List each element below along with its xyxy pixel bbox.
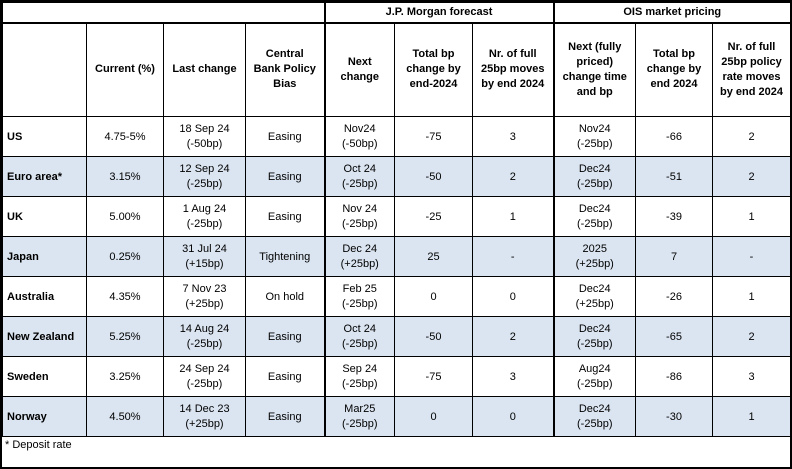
- cell-last-change: [164, 277, 246, 317]
- cell-country: New Zealand: [3, 317, 87, 357]
- jpm-next-date: Sep 24: [342, 362, 378, 375]
- jpm-next-date: Dec 24: [342, 242, 378, 255]
- cell-policy-bias: On hold: [246, 277, 325, 317]
- cell-ois-moves: 1: [713, 277, 791, 317]
- ois-next-date: Dec24: [578, 162, 611, 175]
- cell-jpm-moves: 2: [473, 317, 554, 357]
- footnote-deposit-rate: * Deposit rate: [5, 439, 72, 451]
- cell-policy-bias: Easing: [246, 117, 325, 157]
- cell-ois-total-bp: -65: [636, 317, 713, 357]
- table-row-uk: [3, 197, 791, 237]
- header-ois-total-bp: Total bp change by end 2024: [636, 23, 713, 117]
- cell-jpm-total-bp: 0: [395, 397, 473, 437]
- cell-jpm-total-bp: -25: [395, 197, 473, 237]
- cell-current: 4.75-5%: [87, 117, 164, 157]
- cell-ois-next-change: [554, 277, 636, 317]
- last-change-bp: (+15bp): [185, 257, 224, 270]
- group-header-row: [3, 3, 791, 23]
- cell-country: Sweden: [3, 357, 87, 397]
- ois-next-date: Nov24: [578, 122, 611, 135]
- cell-ois-moves: 2: [713, 317, 791, 357]
- last-change-date: 18 Sep 24: [179, 122, 230, 135]
- cell-jpm-moves: 0: [473, 277, 554, 317]
- table-row-sweden: [3, 357, 791, 397]
- cell-country: UK: [3, 197, 87, 237]
- header-jpm-moves: Nr. of full 25bp moves by end 2024: [473, 23, 554, 117]
- table-row-japan: [3, 237, 791, 277]
- cell-policy-bias: Easing: [246, 317, 325, 357]
- jpm-next-bp: (-25bp): [342, 297, 378, 310]
- cell-last-change: [164, 397, 246, 437]
- cell-jpm-moves: 0: [473, 397, 554, 437]
- cell-country: Australia: [3, 277, 87, 317]
- cell-last-change: [164, 197, 246, 237]
- group-header-ois: OIS market pricing: [554, 3, 791, 23]
- cell-ois-moves: 2: [713, 157, 791, 197]
- cell-country: Norway: [3, 397, 87, 437]
- cell-current: 5.25%: [87, 317, 164, 357]
- jpm-next-date: Nov 24: [342, 202, 378, 215]
- cell-ois-moves: 1: [713, 197, 791, 237]
- jpm-next-bp: (+25bp): [340, 257, 379, 270]
- cell-ois-total-bp: -66: [636, 117, 713, 157]
- header-ois-moves: Nr. of full 25bp policy rate moves by end 2024: [713, 23, 791, 117]
- ois-next-bp: (-25bp): [577, 377, 613, 390]
- cell-ois-moves: 3: [713, 357, 791, 397]
- last-change-bp: (-50bp): [186, 137, 223, 150]
- cell-country: Euro area*: [3, 157, 87, 197]
- ois-next-date: Aug24: [578, 362, 611, 375]
- last-change-bp: (+25bp): [185, 417, 224, 430]
- header-jpm-total-bp: Total bp change by end-2024: [395, 23, 473, 117]
- cell-jpm-moves: 2: [473, 157, 554, 197]
- cell-ois-total-bp: -51: [636, 157, 713, 197]
- cell-jpm-next-change: [325, 397, 395, 437]
- ois-next-date: Dec24: [578, 282, 611, 295]
- header-jpm-next-change: Next change: [325, 23, 395, 117]
- cell-last-change: [164, 157, 246, 197]
- ois-next-bp: (-25bp): [577, 417, 613, 430]
- ois-next-date: 2025: [582, 242, 607, 255]
- last-change-date: 14 Aug 24: [179, 322, 230, 335]
- ois-next-bp: (-25bp): [577, 177, 613, 190]
- last-change-bp: (-25bp): [186, 217, 223, 230]
- cell-current: 4.35%: [87, 277, 164, 317]
- cell-jpm-next-change: [325, 237, 395, 277]
- header-ois-next-change: Next (fully priced) change time and bp: [554, 23, 636, 117]
- cell-jpm-next-change: [325, 317, 395, 357]
- last-change-date: 1 Aug 24: [182, 202, 227, 215]
- cell-ois-total-bp: 7: [636, 237, 713, 277]
- jpm-next-bp: (-25bp): [342, 417, 378, 430]
- table-row-new-zealand: [3, 317, 791, 357]
- jpm-next-date: Oct 24: [343, 322, 376, 335]
- jpm-next-bp: (-25bp): [342, 377, 378, 390]
- cell-ois-next-change: [554, 237, 636, 277]
- table-row-us: [3, 117, 791, 157]
- cell-jpm-next-change: [325, 117, 395, 157]
- cell-jpm-next-change: [325, 197, 395, 237]
- cell-current: 0.25%: [87, 237, 164, 277]
- cell-jpm-moves: -: [473, 237, 554, 277]
- header-current: Current (%): [87, 23, 164, 117]
- cell-jpm-moves: 1: [473, 197, 554, 237]
- top-left-empty-cell: [3, 3, 325, 23]
- cell-ois-total-bp: -30: [636, 397, 713, 437]
- jpm-next-date: Oct 24: [343, 162, 376, 175]
- header-last-change: Last change: [164, 23, 246, 117]
- cell-jpm-next-change: [325, 357, 395, 397]
- cell-country: US: [3, 117, 87, 157]
- jpm-next-date: Feb 25: [342, 282, 377, 295]
- cell-current: 3.15%: [87, 157, 164, 197]
- cell-policy-bias: Easing: [246, 357, 325, 397]
- cell-current: 3.25%: [87, 357, 164, 397]
- ois-next-date: Dec24: [578, 402, 611, 415]
- table-row-australia: [3, 277, 791, 317]
- cell-ois-next-change: [554, 397, 636, 437]
- cell-policy-bias: Easing: [246, 397, 325, 437]
- ois-next-bp: (-25bp): [577, 217, 613, 230]
- cell-ois-moves: 2: [713, 117, 791, 157]
- cell-current: 5.00%: [87, 197, 164, 237]
- cell-ois-next-change: [554, 317, 636, 357]
- cell-jpm-moves: 3: [473, 117, 554, 157]
- ois-next-date: Dec24: [578, 202, 611, 215]
- cell-ois-next-change: [554, 157, 636, 197]
- cell-jpm-total-bp: -50: [395, 157, 473, 197]
- cell-ois-total-bp: -26: [636, 277, 713, 317]
- cell-last-change: [164, 117, 246, 157]
- cell-policy-bias: Tightening: [246, 237, 325, 277]
- jpm-next-bp: (-50bp): [342, 137, 378, 150]
- cell-country: Japan: [3, 237, 87, 277]
- last-change-bp: (+25bp): [185, 297, 224, 310]
- cell-ois-total-bp: -86: [636, 357, 713, 397]
- jpm-next-bp: (-25bp): [342, 337, 378, 350]
- ois-next-bp: (+25bp): [575, 297, 614, 310]
- last-change-date: 24 Sep 24: [179, 362, 230, 375]
- cell-jpm-total-bp: -75: [395, 117, 473, 157]
- cell-jpm-total-bp: 25: [395, 237, 473, 277]
- cell-jpm-moves: 3: [473, 357, 554, 397]
- last-change-date: 31 Jul 24: [182, 242, 227, 255]
- cell-ois-next-change: [554, 197, 636, 237]
- cell-jpm-total-bp: -50: [395, 317, 473, 357]
- last-change-bp: (-25bp): [186, 337, 223, 350]
- jpm-next-bp: (-25bp): [342, 217, 378, 230]
- cell-ois-next-change: [554, 357, 636, 397]
- cell-ois-total-bp: -39: [636, 197, 713, 237]
- cell-current: 4.50%: [87, 397, 164, 437]
- table-row-norway: [3, 397, 791, 437]
- cell-ois-next-change: [554, 117, 636, 157]
- cell-jpm-next-change: [325, 157, 395, 197]
- cell-jpm-next-change: [325, 277, 395, 317]
- column-header-row: [3, 23, 791, 117]
- last-change-bp: (-25bp): [186, 177, 223, 190]
- rates-table: [2, 2, 791, 437]
- jpm-next-date: Mar25: [344, 402, 376, 415]
- last-change-date: 7 Nov 23: [182, 282, 227, 295]
- cell-policy-bias: Easing: [246, 157, 325, 197]
- cell-ois-moves: -: [713, 237, 791, 277]
- header-policy-bias: Central Bank Policy Bias: [246, 23, 325, 117]
- cell-last-change: [164, 357, 246, 397]
- header-empty: [3, 23, 87, 117]
- ois-next-bp: (-25bp): [577, 337, 613, 350]
- last-change-date: 14 Dec 23: [179, 402, 230, 415]
- jpm-next-bp: (-25bp): [342, 177, 378, 190]
- jpm-next-date: Nov24: [343, 122, 376, 135]
- cell-jpm-total-bp: 0: [395, 277, 473, 317]
- group-header-jpm: J.P. Morgan forecast: [325, 3, 554, 23]
- cell-policy-bias: Easing: [246, 197, 325, 237]
- ois-next-bp: (+25bp): [575, 257, 614, 270]
- last-change-bp: (-25bp): [186, 377, 223, 390]
- table-row-euro-area: [3, 157, 791, 197]
- cell-jpm-total-bp: -75: [395, 357, 473, 397]
- ois-next-bp: (-25bp): [577, 137, 613, 150]
- ois-next-date: Dec24: [578, 322, 611, 335]
- cell-last-change: [164, 317, 246, 357]
- last-change-date: 12 Sep 24: [179, 162, 230, 175]
- cell-ois-moves: 1: [713, 397, 791, 437]
- cell-last-change: [164, 237, 246, 277]
